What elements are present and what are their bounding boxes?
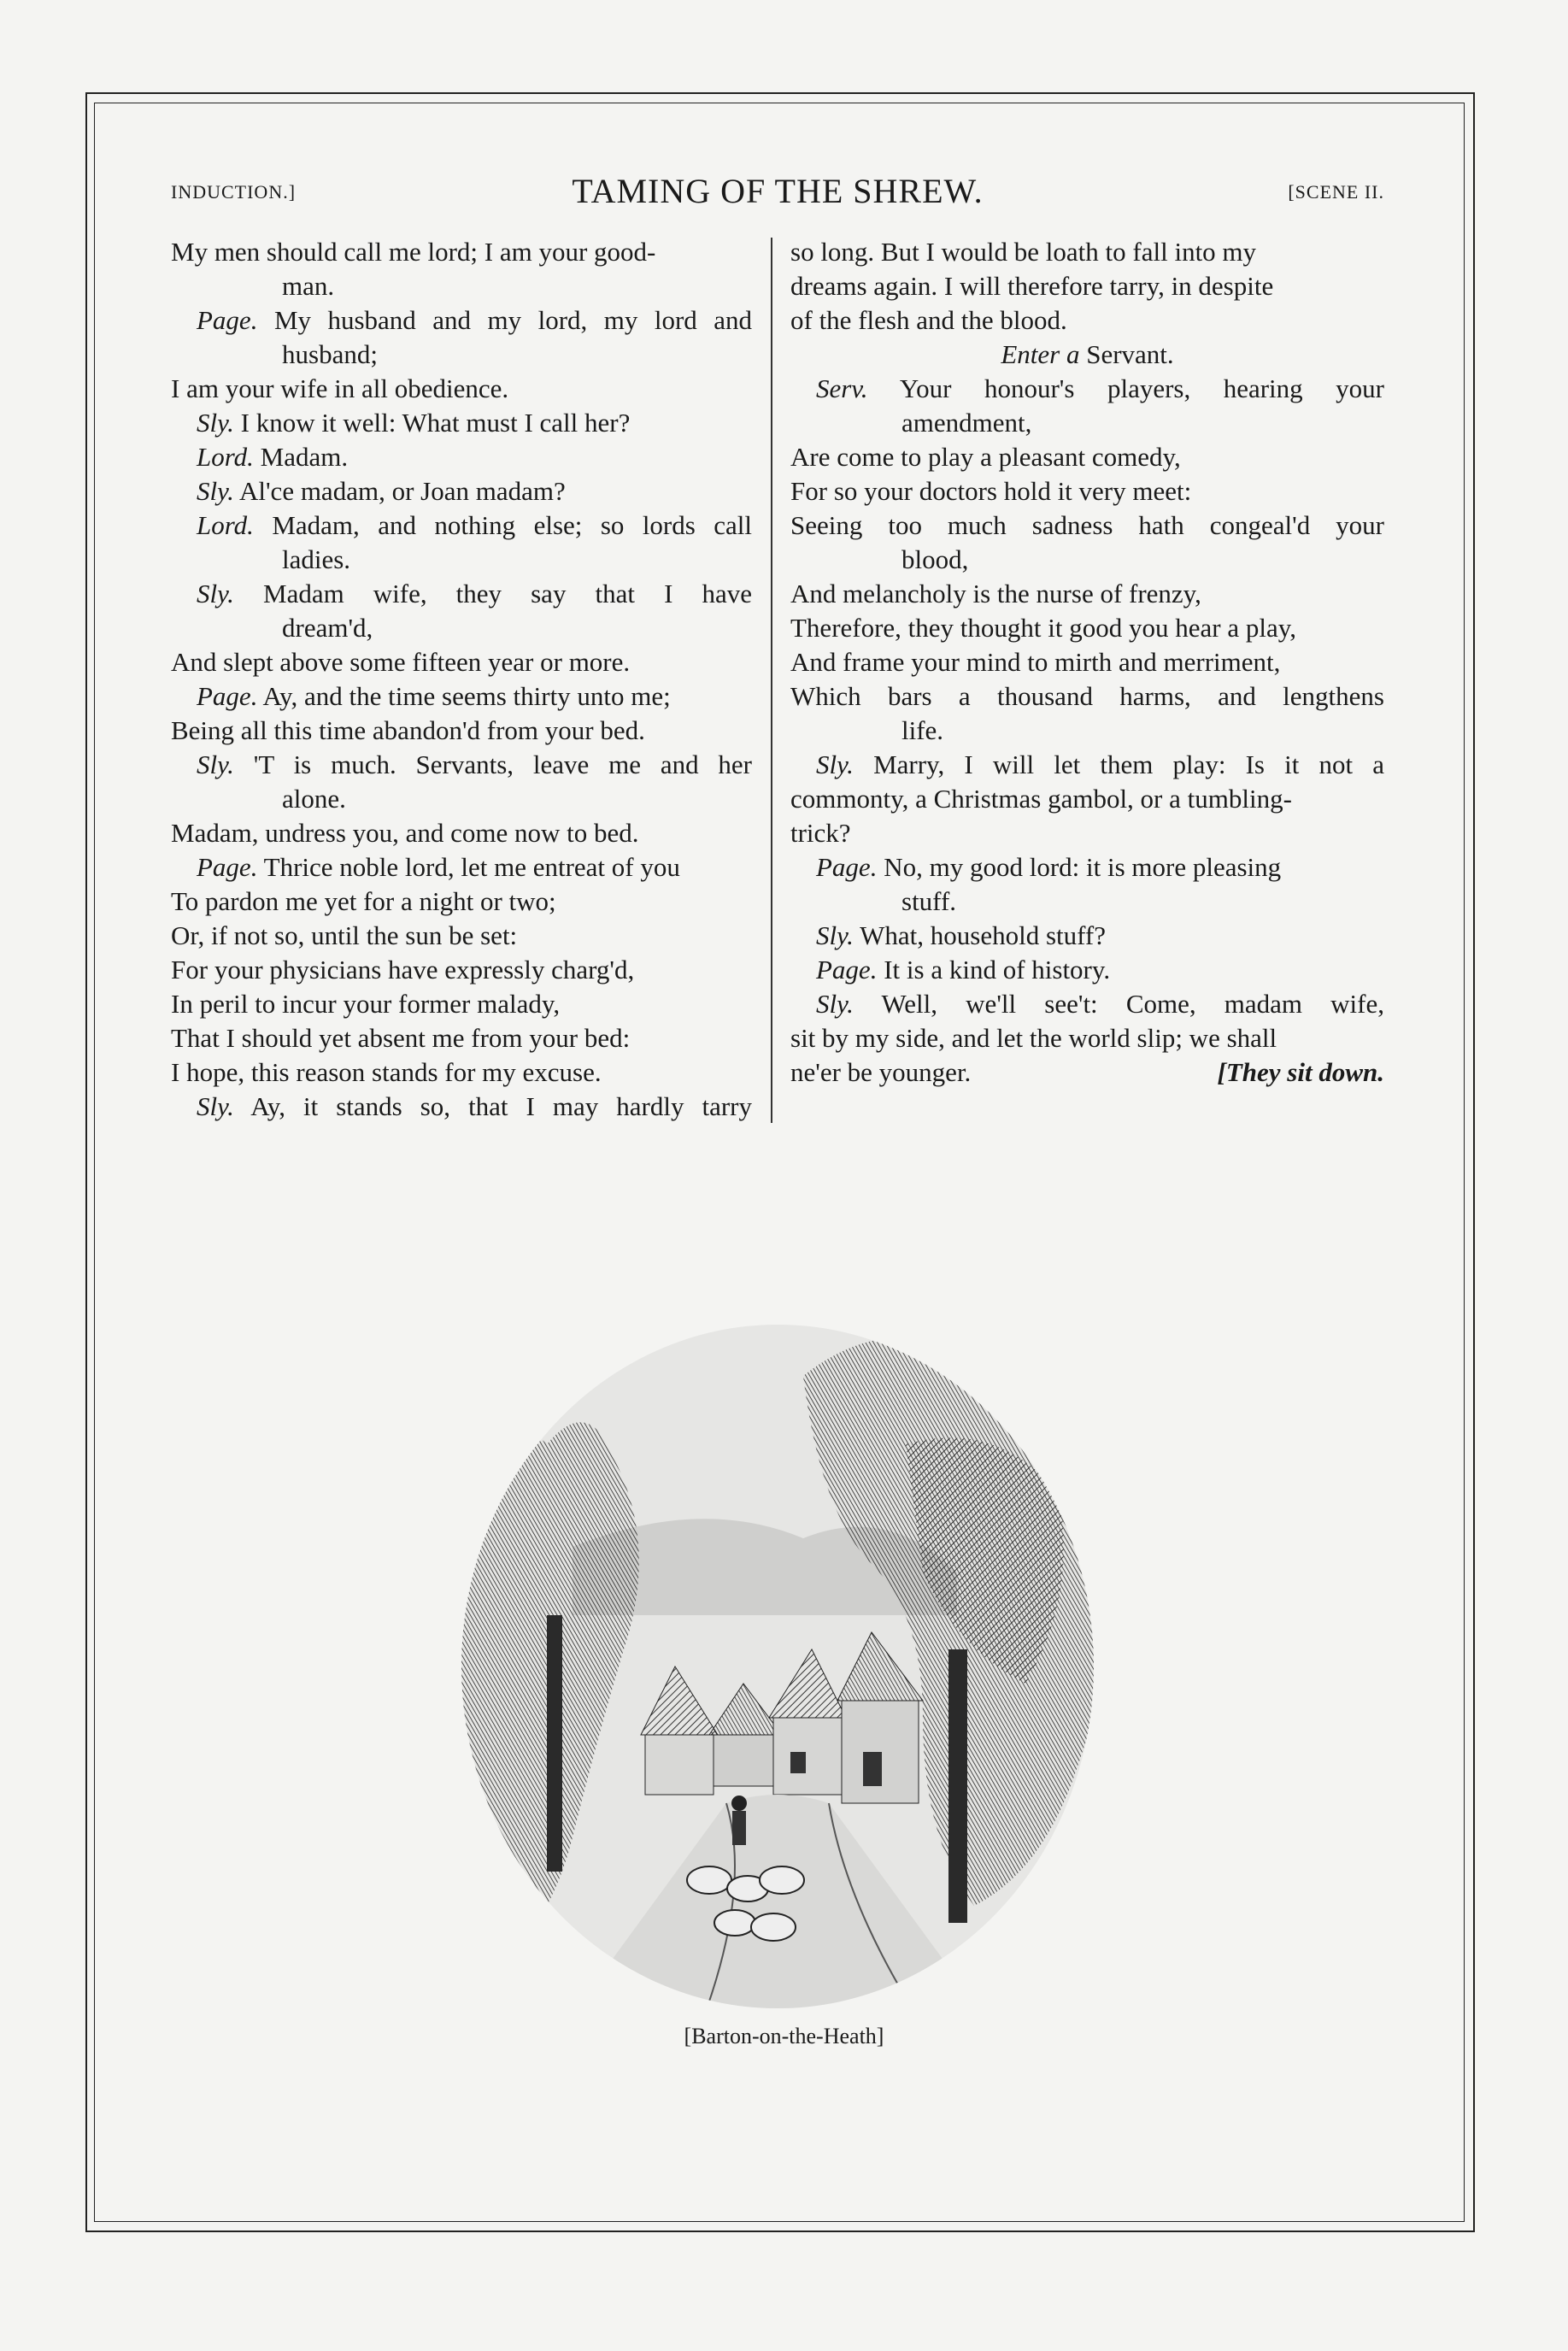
- speaker-name: Enter a: [1001, 339, 1080, 369]
- line-text: Madam.: [260, 442, 349, 472]
- speaker-name: Sly.: [816, 749, 854, 779]
- line-text: To pardon me yet for a night or two;: [171, 886, 556, 916]
- text-line: [790, 748, 1384, 782]
- text-line: [790, 303, 1384, 338]
- line-text: What, household stuff?: [860, 920, 1106, 950]
- text-line: [790, 885, 1384, 919]
- line-text: No, my good lord: it is more pleasing: [884, 852, 1282, 882]
- text-column-right: [790, 235, 1384, 1090]
- line-text: Madam wife, they say that I have: [263, 579, 752, 608]
- illustration-caption: [Barton-on-the-Heath]: [684, 2024, 884, 2048]
- speaker-name: Lord.: [197, 510, 254, 540]
- text-line: [790, 987, 1384, 1021]
- line-text: Well, we'll see't: Come, madam wife,: [881, 989, 1384, 1019]
- line-text: My husband and my lord, my lord and: [273, 305, 752, 335]
- speaker-name: Sly.: [197, 579, 234, 608]
- header-scene: [SCENE II.: [1288, 181, 1384, 203]
- text-line: [790, 543, 1384, 577]
- line-text: Marry, I will let them play: Is it not a: [873, 749, 1384, 779]
- text-line: [171, 782, 752, 816]
- text-line: [171, 269, 752, 303]
- text-line: [171, 474, 752, 508]
- speaker-name: Lord.: [197, 442, 254, 472]
- text-line: [790, 816, 1384, 850]
- engraving-barton-on-the-heath: [444, 1290, 1111, 2025]
- speaker-name: Sly.: [816, 989, 854, 1019]
- text-line: [790, 782, 1384, 816]
- line-text: I know it well: What must I call her?: [240, 408, 631, 438]
- speaker-name: Sly.: [197, 408, 234, 438]
- text-line: [790, 235, 1384, 269]
- header-act: INDUCTION.]: [171, 181, 297, 203]
- text-line: [171, 440, 752, 474]
- line-text: It is a kind of history.: [884, 955, 1111, 984]
- text-line: [790, 1021, 1384, 1055]
- line-text: And melancholy is the nurse of frenzy,: [790, 579, 1201, 608]
- line-text: life.: [901, 715, 944, 745]
- line-text: Being all this time abandon'd from your bed.: [171, 715, 645, 745]
- text-line: [790, 850, 1384, 885]
- text-line: [171, 543, 752, 577]
- line-text: blood,: [901, 544, 969, 574]
- line-text: man.: [282, 271, 335, 301]
- line-text: Are come to play a pleasant comedy,: [790, 442, 1181, 472]
- text-line: [790, 645, 1384, 679]
- text-line: [790, 440, 1384, 474]
- text-line: [171, 508, 752, 543]
- text-column-left: [171, 235, 752, 1124]
- line-text: Seeing too much sadness hath congeal'd your: [790, 510, 1384, 540]
- line-text: That I should yet absent me from your bed:: [171, 1023, 631, 1053]
- line-text: For so your doctors hold it very meet:: [790, 476, 1192, 506]
- text-line: [171, 235, 752, 269]
- text-line: [171, 1055, 752, 1090]
- speaker-name: Sly.: [197, 749, 234, 779]
- text-line: [171, 1090, 752, 1124]
- line-text: For your physicians have expressly charg'd,: [171, 955, 635, 984]
- line-text: I am your wife in all obedience.: [171, 373, 509, 403]
- line-text: 'T is much. Servants, leave me and her: [253, 749, 753, 779]
- speaker-name: Page.: [816, 955, 878, 984]
- line-text: dream'd,: [282, 613, 373, 643]
- text-line: [790, 953, 1384, 987]
- text-line: [171, 919, 752, 953]
- text-line: [171, 406, 752, 440]
- text-line: [171, 372, 752, 406]
- text-line: [171, 850, 752, 885]
- line-text: In peril to incur your former malady,: [171, 989, 561, 1019]
- text-line: [171, 714, 752, 748]
- speaker-name: Sly.: [816, 920, 854, 950]
- text-line: [790, 269, 1384, 303]
- speaker-name: Page.: [816, 852, 878, 882]
- text-line: [171, 577, 752, 611]
- line-text: dreams again. I will therefore tarry, in despite: [790, 271, 1274, 301]
- text-line: [171, 885, 752, 919]
- line-text: alone.: [282, 784, 346, 814]
- text-line: [171, 303, 752, 338]
- header-title: TAMING OF THE SHREW.: [572, 172, 984, 210]
- text-line: [171, 987, 752, 1021]
- line-text: of the flesh and the blood.: [790, 305, 1067, 335]
- line-text: commonty, a Christmas gambol, or a tumbling-: [790, 784, 1292, 814]
- line-text: ladies.: [282, 544, 351, 574]
- speaker-name: Page.: [197, 681, 258, 711]
- speaker-name: Serv.: [816, 373, 868, 403]
- line-text: husband;: [282, 339, 378, 369]
- line-text: And slept above some fifteen year or more.: [171, 647, 631, 677]
- text-line: [171, 679, 752, 714]
- line-text: Madam, and nothing else; so lords call: [272, 510, 753, 540]
- line-text: Ay, and the time seems thirty unto me;: [262, 681, 671, 711]
- text-line: [790, 338, 1384, 372]
- line-text: Your honour's players, hearing your: [899, 373, 1384, 403]
- line-text: trick?: [790, 818, 851, 848]
- text-line: [790, 611, 1384, 645]
- text-line: [171, 611, 752, 645]
- speaker-name: Sly.: [197, 476, 234, 506]
- text-line: [790, 508, 1384, 543]
- text-line: [790, 577, 1384, 611]
- text-line: [790, 919, 1384, 953]
- line-text: Ay, it stands so, that I may hardly tarry: [250, 1091, 752, 1121]
- line-text: My men should call me lord; I am your good-: [171, 237, 656, 267]
- line-text: stuff.: [901, 886, 957, 916]
- text-line: [171, 953, 752, 987]
- text-line: [171, 645, 752, 679]
- speaker-name: Sly.: [197, 1091, 234, 1121]
- speaker-name: Page.: [197, 305, 258, 335]
- final-line-text: ne'er be younger.: [790, 1057, 972, 1087]
- line-text: amendment,: [901, 408, 1032, 438]
- line-text: Al'ce madam, or Joan madam?: [238, 476, 566, 506]
- text-line: [171, 748, 752, 782]
- line-text: sit by my side, and let the world slip; we shall: [790, 1023, 1277, 1053]
- line-text: Or, if not so, until the sun be set:: [171, 920, 518, 950]
- line-text: I hope, this reason stands for my excuse.: [171, 1057, 602, 1087]
- speaker-name: Page.: [197, 852, 258, 882]
- text-line: [790, 474, 1384, 508]
- final-line: [790, 1055, 1384, 1090]
- text-line: [171, 816, 752, 850]
- text-line: [171, 338, 752, 372]
- text-line: [790, 714, 1384, 748]
- right-column-lines: [790, 235, 1384, 1055]
- text-line: [790, 679, 1384, 714]
- text-line: [790, 372, 1384, 406]
- line-text: Therefore, they thought it good you hear a play,: [790, 613, 1296, 643]
- line-text: And frame your mind to mirth and merriment,: [790, 647, 1281, 677]
- line-text: Madam, undress you, and come now to bed.: [171, 818, 639, 848]
- line-text: Servant.: [1086, 339, 1174, 369]
- text-line: [790, 406, 1384, 440]
- line-text: Which bars a thousand harms, and lengthens: [790, 681, 1384, 711]
- running-header: [171, 171, 1384, 214]
- line-text: so long. But I would be loath to fall into my: [790, 237, 1257, 267]
- text-line: [171, 1021, 752, 1055]
- column-divider: [771, 238, 772, 1123]
- line-text: Thrice noble lord, let me entreat of you: [263, 852, 680, 882]
- stage-direction: [They sit down.: [1217, 1057, 1384, 1087]
